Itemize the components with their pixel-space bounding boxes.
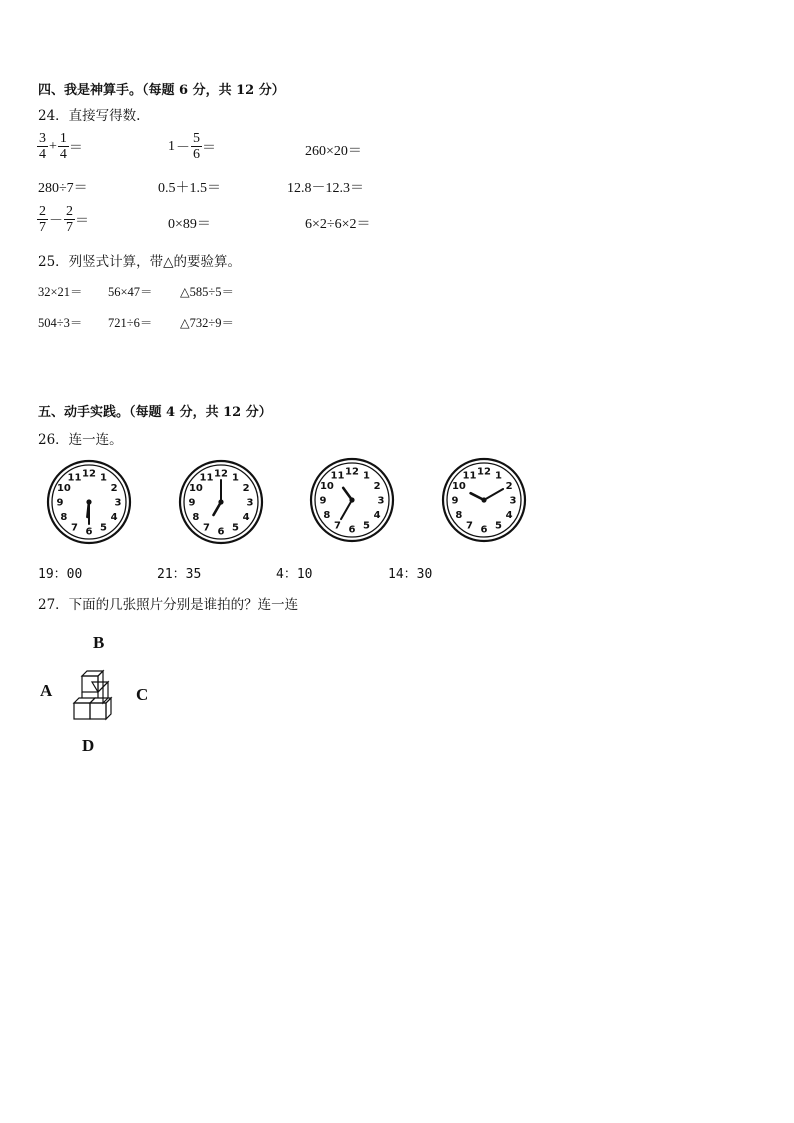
fraction — [64, 204, 75, 235]
numerator: 2 — [66, 204, 73, 219]
clock-numeral: 2 — [373, 481, 381, 492]
numerator: 5 — [193, 131, 200, 146]
clock-numeral: 10 — [319, 481, 334, 492]
clock-numeral: 12 — [82, 468, 96, 480]
clock-numeral: 8 — [323, 510, 331, 521]
operator: － — [176, 140, 190, 156]
expression-260x20: 260×20＝ — [305, 144, 362, 159]
viewpoint-label-a: A — [40, 681, 53, 700]
clock-numeral: 7 — [334, 520, 341, 532]
clock-face-icon — [178, 459, 264, 545]
equals-sign: ＝ — [75, 213, 89, 229]
time-label-14-30: 14：30 — [388, 567, 433, 582]
viewpoint-label-c: C — [136, 685, 149, 704]
clock-numeral: 4 — [505, 510, 513, 521]
clock-center-pin — [481, 497, 486, 502]
clock-numeral: 11 — [199, 472, 214, 484]
clock-numeral: 3 — [509, 495, 517, 507]
clock-face-icon — [309, 457, 395, 543]
clock-numeral: 6 — [348, 524, 356, 536]
numerator: 3 — [39, 131, 46, 146]
fraction — [58, 131, 69, 162]
numerator: 2 — [39, 204, 46, 219]
clock-minute-hand — [484, 489, 503, 500]
question-24-label: 24．直接写得数. — [38, 108, 141, 124]
expression-32x21: 32×21＝ — [38, 285, 83, 299]
clock-numeral: 6 — [85, 526, 93, 538]
clock-2 — [178, 459, 264, 549]
equals-sign: ＝ — [202, 140, 216, 156]
clock-numeral: 8 — [455, 510, 463, 521]
expression-12-8-minus-12-3: 12.8－12.3＝ — [287, 181, 364, 196]
denominator: 4 — [59, 147, 67, 162]
clock-center-pin — [349, 497, 354, 502]
clock-numeral: 11 — [330, 470, 345, 482]
question-25-label: 25．列竖式计算，带△的要验算。 — [38, 254, 242, 270]
lead-number: 1 — [168, 138, 175, 154]
clock-numeral: 4 — [110, 512, 118, 523]
operator: + — [49, 138, 57, 154]
question-27-label: 27．下面的几张照片分别是谁拍的？连一连 — [38, 597, 299, 613]
expression-0x89: 0×89＝ — [168, 217, 211, 232]
clock-numeral: 6 — [480, 524, 488, 536]
clock-numeral: 10 — [56, 483, 71, 494]
clock-numeral: 9 — [188, 497, 196, 509]
clock-numeral: 2 — [505, 481, 513, 492]
clock-numeral: 11 — [462, 470, 477, 482]
time-label-19-00: 19：00 — [38, 567, 83, 582]
viewpoint-label-d: D — [82, 736, 95, 755]
fraction-expression-2-7-minus-2-7 — [37, 204, 89, 235]
clock-numeral: 5 — [363, 520, 370, 532]
clock-numeral: 12 — [214, 468, 228, 480]
denominator: 6 — [193, 147, 200, 162]
clock-center-pin — [86, 499, 91, 504]
clock-numeral: 7 — [71, 522, 78, 534]
clock-1 — [46, 459, 132, 549]
fraction — [191, 131, 202, 162]
clock-numeral: 10 — [451, 481, 466, 492]
clock-numeral: 8 — [60, 512, 68, 523]
clock-4 — [441, 457, 527, 547]
denominator: 4 — [39, 147, 46, 162]
clock-numeral: 12 — [477, 466, 491, 478]
expression-721-div-6: 721÷6＝ — [108, 316, 153, 330]
clock-numeral: 9 — [56, 497, 64, 509]
expression-0-5-plus-1-5: 0.5＋1.5＝ — [158, 181, 221, 196]
denominator: 7 — [66, 220, 73, 235]
clock-numeral: 5 — [100, 522, 107, 534]
clock-numeral: 7 — [466, 520, 473, 532]
viewpoint-label-b: B — [93, 633, 105, 652]
clock-numeral: 6 — [217, 526, 225, 538]
cube-stack-icon — [70, 668, 124, 722]
denominator: 7 — [39, 220, 46, 235]
expression-56x47: 56×47＝ — [108, 285, 153, 299]
clock-numeral: 3 — [114, 497, 122, 509]
equals-sign: ＝ — [68, 140, 83, 156]
clock-numeral: 3 — [377, 495, 385, 507]
clock-numeral: 10 — [188, 483, 203, 494]
cube-stack-figure — [70, 668, 124, 726]
clock-numeral: 7 — [203, 522, 210, 534]
clock-numeral: 1 — [232, 472, 239, 484]
clock-numeral: 9 — [451, 495, 459, 507]
clock-numeral: 3 — [246, 497, 254, 509]
expression-504-div-3: 504÷3＝ — [38, 316, 83, 330]
clock-numeral: 8 — [192, 512, 200, 523]
clock-numeral: 11 — [67, 472, 82, 484]
fraction-expression-1-minus-5-6 — [168, 131, 216, 162]
operator: － — [49, 213, 63, 229]
clock-face-icon — [441, 457, 527, 543]
section-5-title: 五、动手实践。（每题 4 分，共 12 分） — [38, 405, 272, 420]
clock-numeral: 5 — [232, 522, 239, 534]
clock-numeral: 9 — [319, 495, 327, 507]
expression-732-div-9: △732÷9＝ — [180, 316, 234, 330]
clock-numeral: 12 — [345, 466, 359, 478]
clock-numeral: 1 — [363, 470, 370, 482]
time-label-21-35: 21：35 — [157, 567, 202, 582]
time-label-4-10: 4：10 — [276, 567, 313, 582]
fraction-expression-3-4-plus-1-4 — [37, 131, 83, 162]
clock-numeral: 4 — [373, 510, 381, 521]
fraction — [37, 131, 48, 162]
clock-minute-hand — [341, 500, 352, 519]
clock-numeral: 2 — [242, 483, 250, 494]
clock-center-pin — [218, 499, 223, 504]
numerator: 1 — [59, 131, 67, 146]
clock-numeral: 2 — [110, 483, 118, 494]
clock-numeral: 1 — [495, 470, 502, 482]
clock-face-icon — [46, 459, 132, 545]
fraction — [37, 204, 48, 235]
section-4-title: 四、我是神算手。（每题 6 分，共 12 分） — [38, 83, 285, 98]
expression-585-div-5: △585÷5＝ — [180, 285, 234, 299]
clock-numeral: 4 — [242, 512, 250, 523]
question-26-label: 26．连一连。 — [38, 432, 123, 448]
expression-280-div-7: 280÷7＝ — [38, 181, 88, 196]
clock-3 — [309, 457, 395, 547]
clock-numeral: 1 — [100, 472, 107, 484]
clock-numeral: 5 — [495, 520, 502, 532]
expression-6x2-div-6x2: 6×2÷6×2＝ — [305, 217, 371, 232]
